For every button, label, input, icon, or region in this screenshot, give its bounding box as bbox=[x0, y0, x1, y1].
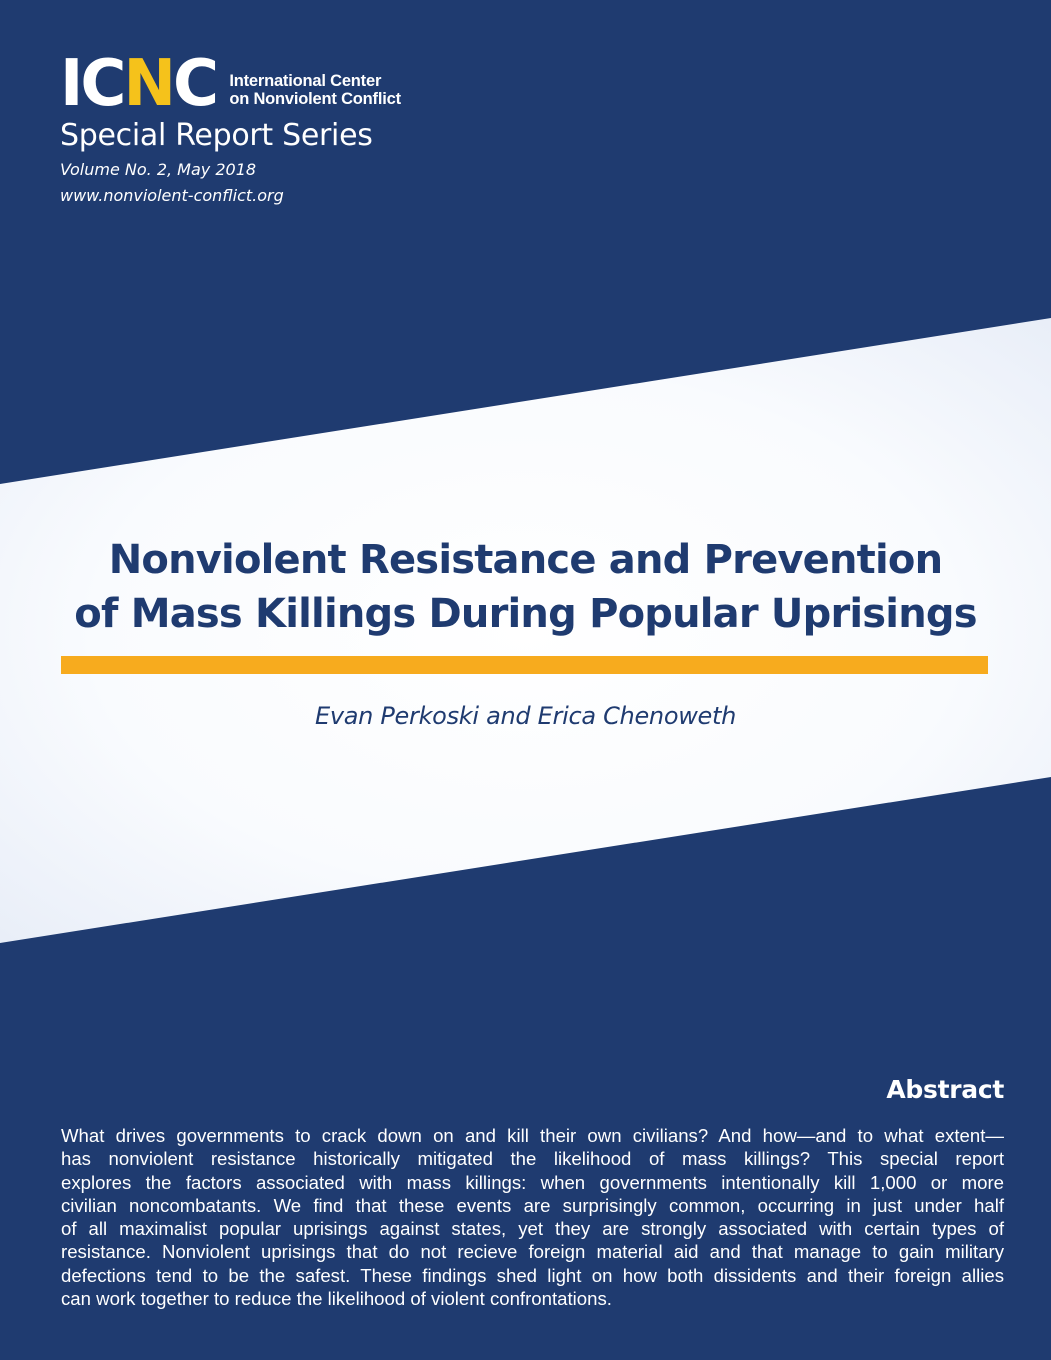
website-link[interactable]: www.nonviolent-conflict.org bbox=[60, 186, 284, 205]
logo-row bbox=[60, 47, 401, 121]
abstract-line: defections tend to be the safest. These findings shed light on how both dissidents and their foreign allies bbox=[61, 1264, 1004, 1286]
icnc-logo bbox=[60, 47, 217, 121]
abstract-heading: Abstract bbox=[886, 1075, 1004, 1104]
logo-letter-c2: C bbox=[173, 47, 217, 121]
logo-letter-i: I bbox=[60, 47, 81, 121]
volume-info: Volume No. 2, May 2018 bbox=[60, 160, 257, 179]
authors: Evan Perkoski and Erica Chenoweth bbox=[314, 702, 737, 730]
abstract-section bbox=[61, 1074, 1004, 1310]
abstract-line: has nonviolent resistance historically mitigated the likelihood of mass killings? This special report bbox=[61, 1148, 1004, 1170]
org-name bbox=[229, 72, 401, 108]
report-header bbox=[60, 47, 401, 206]
report-title-block bbox=[0, 533, 1051, 641]
accent-divider bbox=[61, 656, 988, 674]
org-name-line-1: International Center bbox=[229, 72, 382, 90]
title-line-1: Nonviolent Resistance and Prevention bbox=[108, 537, 943, 583]
series-title: Special Report Series bbox=[60, 118, 373, 153]
abstract-line: resistance. Nonviolent uprisings that do not recieve foreign material aid and that manage to gain military bbox=[61, 1241, 1004, 1263]
abstract-line: What drives governments to crack down on and kill their own civilians? And how—and to what extent— bbox=[61, 1125, 1004, 1146]
org-name-line-2: on Nonviolent Conflict bbox=[229, 90, 401, 108]
report-title bbox=[0, 533, 1051, 641]
abstract-body bbox=[61, 1124, 1004, 1310]
logo-letter-c: C bbox=[80, 47, 124, 121]
abstract-line: can work together to reduce the likelihood of violent confrontations. bbox=[61, 1288, 612, 1310]
abstract-line: explores the factors associated with mass killings: when governments intentionally kill 1,000 or more bbox=[61, 1171, 1004, 1193]
logo-letter-n: N bbox=[123, 47, 174, 121]
abstract-line: of all maximalist popular uprisings against states, yet they are strongly associated with certain types of bbox=[61, 1218, 1004, 1240]
title-line-2: of Mass Killings During Popular Uprisings bbox=[74, 591, 977, 637]
abstract-line: civilian noncombatants. We find that these events are surprisingly common, occurring in just under half bbox=[61, 1194, 1004, 1216]
